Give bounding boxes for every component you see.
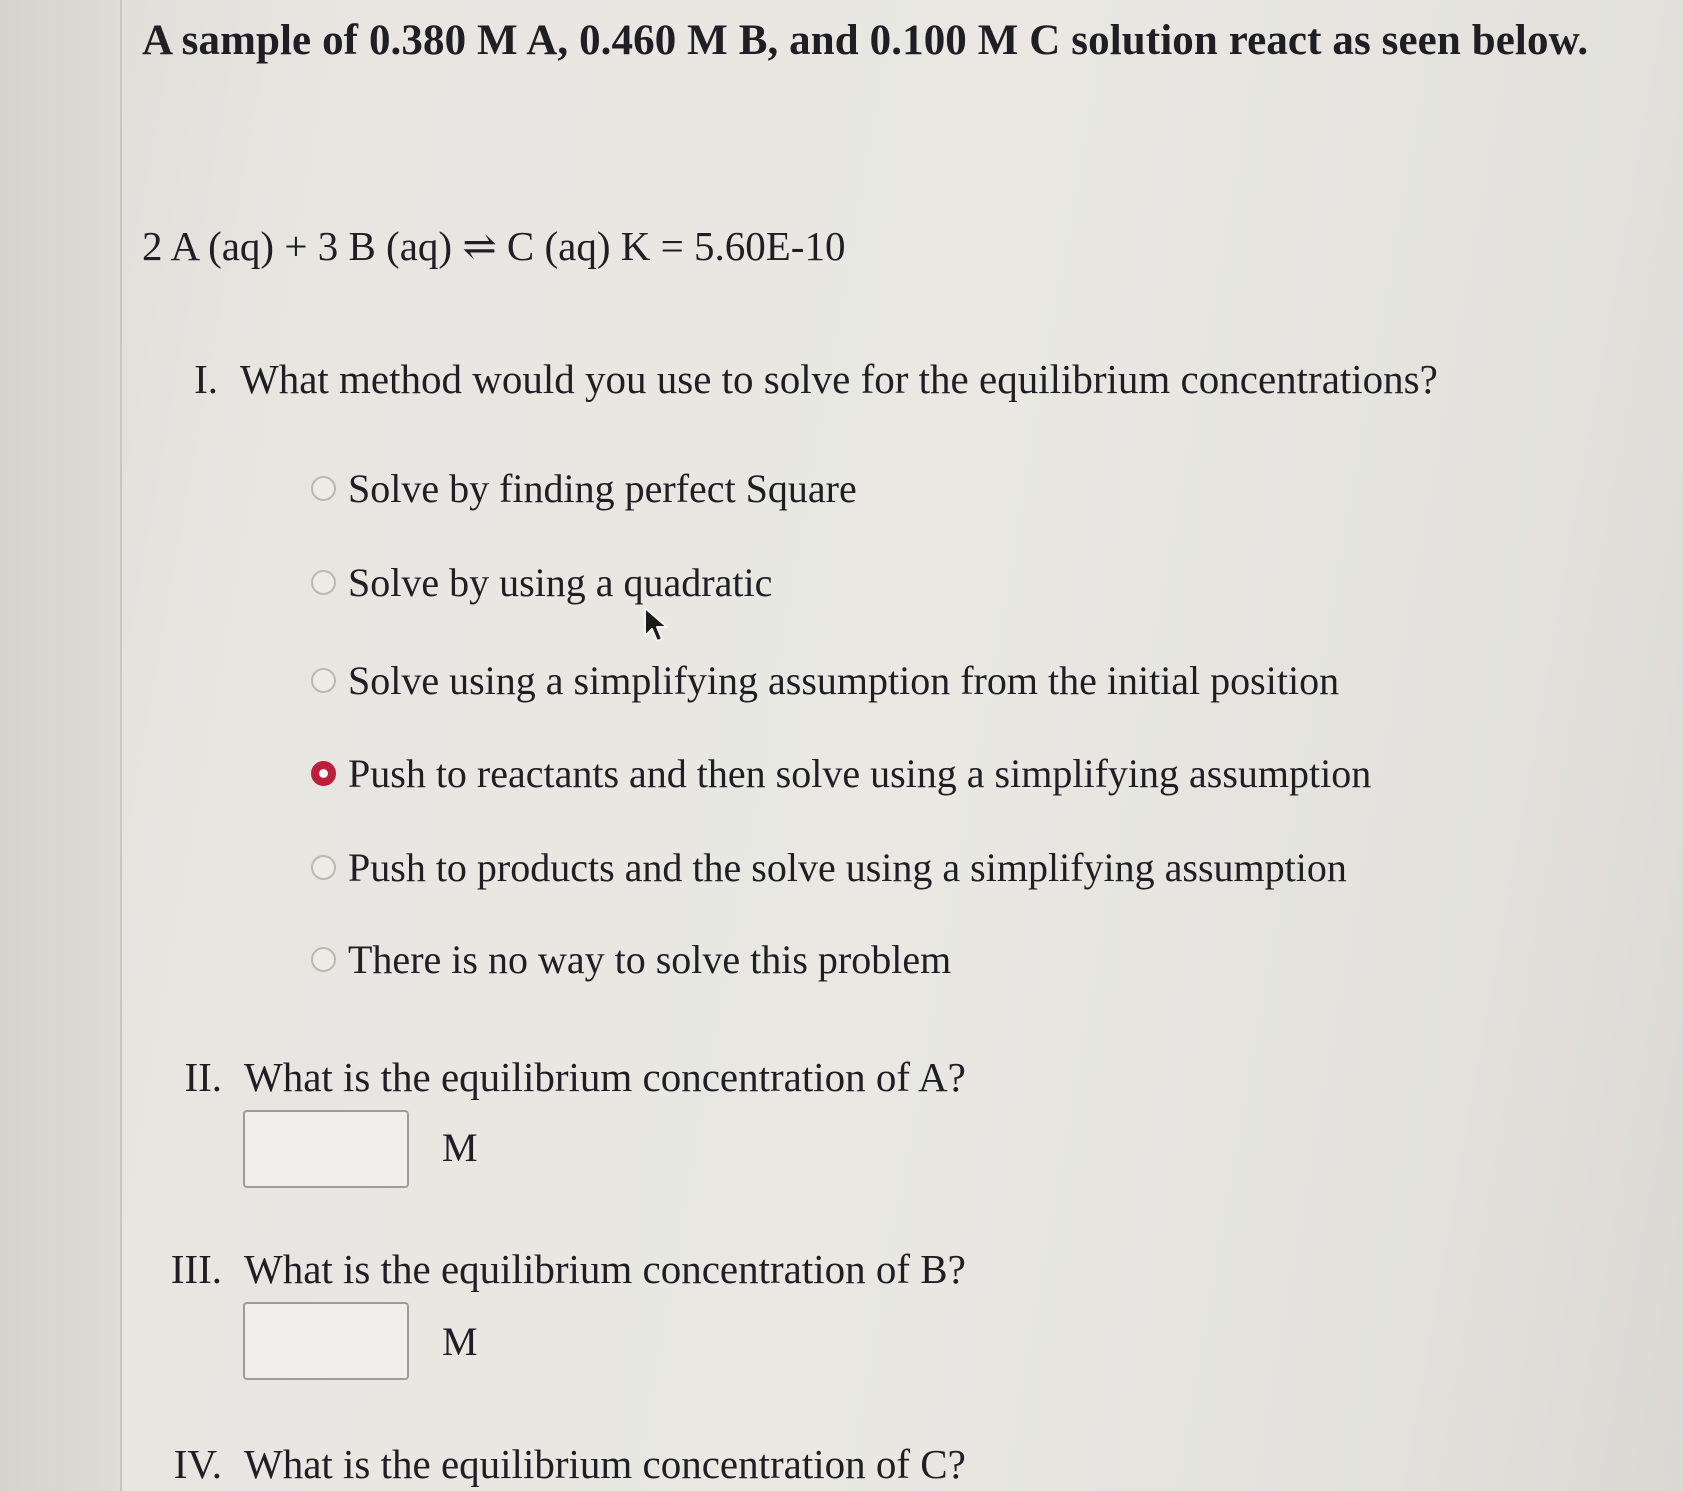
- option-label: Push to products and the solve using a simplifying assumption: [348, 844, 1347, 890]
- question-2-text: What is the equilibrium concentration of A?: [244, 1054, 966, 1100]
- question-1: [194, 355, 1438, 403]
- answer-a-unit: M: [442, 1125, 478, 1170]
- radio-perfect-square[interactable]: [311, 476, 336, 501]
- question-3-numeral: III.: [170, 1246, 222, 1292]
- option-label: Solve using a simplifying assumption from the initial position: [348, 657, 1340, 703]
- question-content: [140, 0, 1660, 1491]
- question-2-numeral: II.: [184, 1054, 222, 1100]
- option-quadratic[interactable]: [311, 557, 772, 607]
- reaction-equation: 2 A (aq) + 3 B (aq) ⇌ C (aq) K = 5.60E-10: [142, 223, 846, 269]
- question-4-text: What is the equilibrium concentration of C?: [244, 1441, 966, 1487]
- option-label: Solve by using a quadratic: [348, 559, 773, 605]
- question-2: [184, 1053, 966, 1101]
- radio-quadratic[interactable]: [311, 570, 336, 595]
- question-1-text: What method would you use to solve for the equilibrium concentrations?: [240, 356, 1438, 402]
- answer-b-input[interactable]: [243, 1302, 409, 1380]
- radio-push-to-products[interactable]: [311, 855, 336, 880]
- left-panel: [0, 0, 122, 1491]
- radio-no-way[interactable]: [311, 947, 336, 972]
- option-no-way[interactable]: [311, 934, 951, 984]
- problem-intro: A sample of 0.380 M A, 0.460 M B, and 0.100 M C solution react as seen below.: [142, 17, 1589, 64]
- question-4: [173, 1440, 966, 1488]
- option-push-to-reactants[interactable]: [311, 748, 1371, 798]
- question-3-text: What is the equilibrium concentration of B?: [244, 1246, 966, 1292]
- radio-simplify-initial[interactable]: [311, 668, 336, 693]
- option-push-to-products[interactable]: [311, 842, 1347, 892]
- radio-push-to-reactants-selected[interactable]: [311, 761, 336, 786]
- question-3: [170, 1245, 966, 1293]
- answer-b-unit: M: [442, 1319, 478, 1364]
- question-1-numeral: I.: [194, 356, 218, 402]
- option-simplify-initial[interactable]: [311, 655, 1339, 705]
- answer-a-input[interactable]: [243, 1110, 409, 1188]
- option-label: There is no way to solve this problem: [348, 936, 952, 982]
- option-perfect-square[interactable]: [311, 463, 857, 513]
- question-4-numeral: IV.: [173, 1441, 222, 1487]
- option-label: Push to reactants and then solve using a simplifying assumption: [348, 750, 1372, 796]
- mouse-pointer-icon: [643, 606, 669, 644]
- option-label: Solve by finding perfect Square: [348, 465, 857, 511]
